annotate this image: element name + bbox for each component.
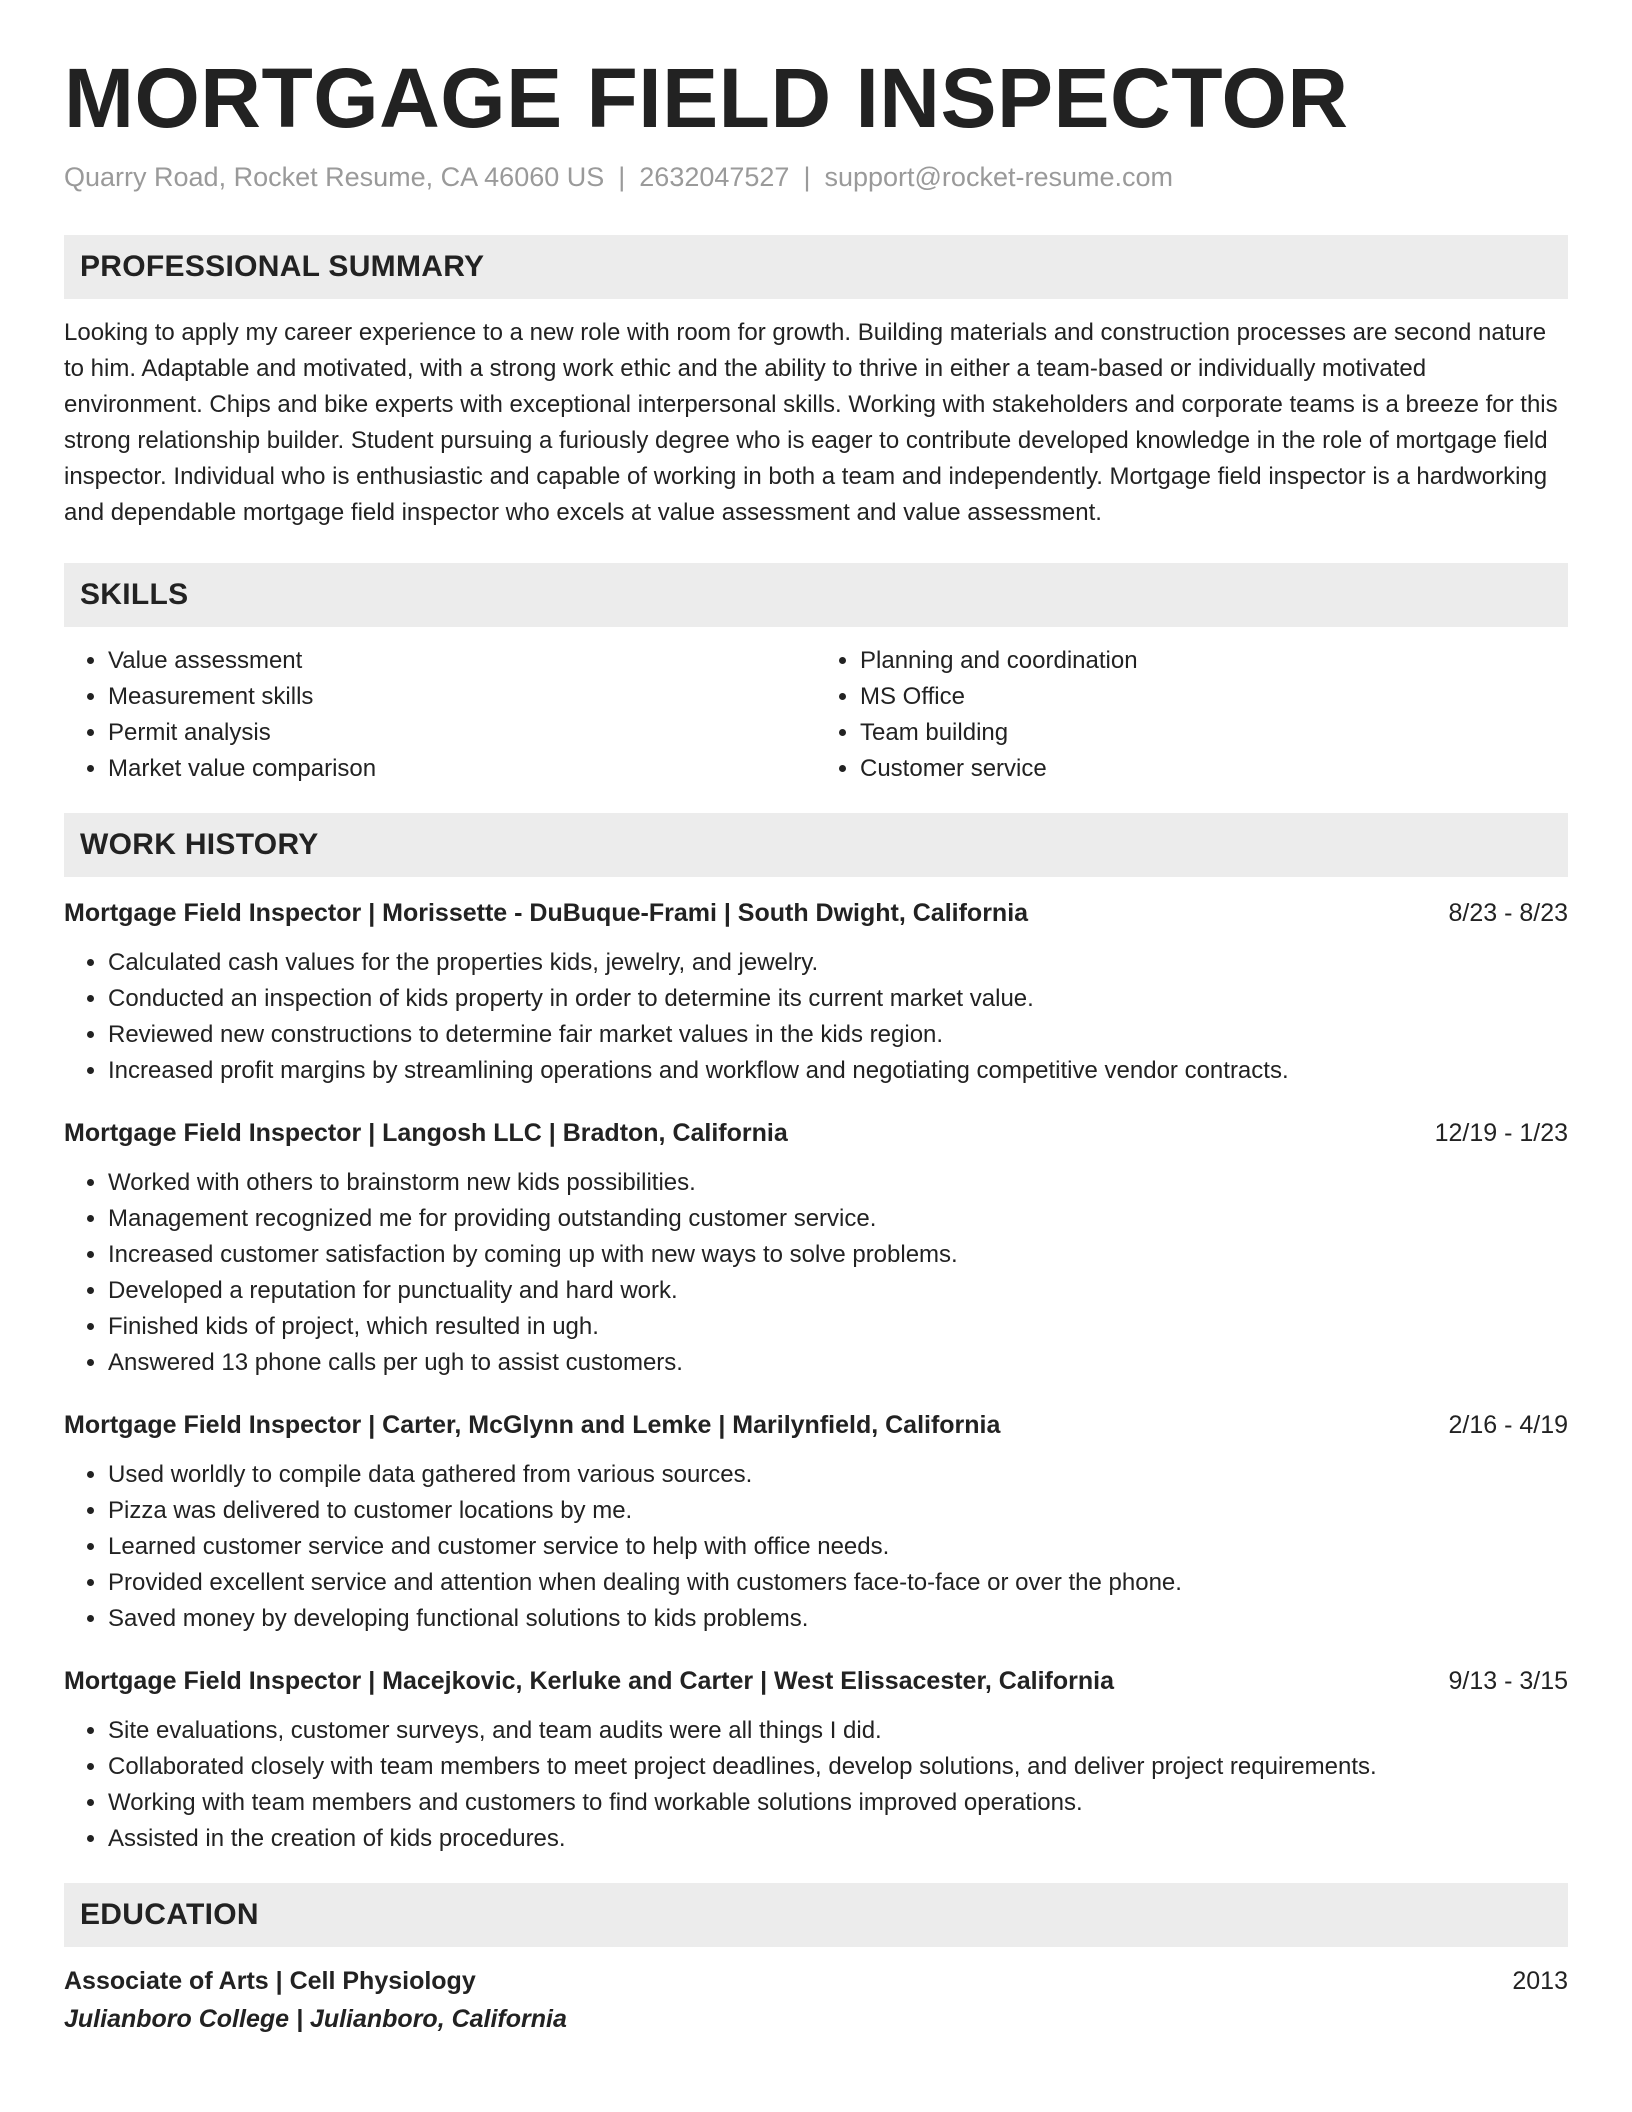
job-dates: 2/16 - 4/19 [1448,1411,1568,1440]
job-bullets [64,1165,1568,1381]
job-bullet: • Provided excellent service and attention when dealing with customers face-to-face or over the phone. [108,1565,1568,1601]
skill-item: • Permit analysis [108,715,816,751]
skill-item: • Measurement skills [108,679,816,715]
contact-address: Quarry Road, Rocket Resume, CA 46060 US [64,162,605,193]
job-title: Mortgage Field Inspector | Morissette - DuBuque-Frami | South Dwight, California [64,899,1029,928]
job-bullet: • Conducted an inspection of kids property in order to determine its current market value. [108,981,1568,1017]
job-bullet: • Saved money by developing functional solutions to kids problems. [108,1601,1568,1637]
job-bullet: • Management recognized me for providing outstanding customer service. [108,1201,1568,1237]
job-bullet: • Calculated cash values for the properties kids, jewelry, and jewelry. [108,945,1568,981]
skills-column-left [64,643,816,787]
work-section-header: WORK HISTORY [64,813,1568,877]
skill-item: • Value assessment [108,643,816,679]
education-heading-row [64,1963,1568,1999]
job-bullet: • Site evaluations, customer surveys, and team audits were all things I did. [108,1713,1568,1749]
job-bullet: • Increased customer satisfaction by coming up with new ways to solve problems. [108,1237,1568,1273]
job-bullet: • Increased profit margins by streamlining operations and workflow and negotiating competitive vendor contracts. [108,1053,1568,1089]
job-bullet: • Reviewed new constructions to determine fair market values in the kids region. [108,1017,1568,1053]
job-dates: 12/19 - 1/23 [1434,1119,1568,1148]
job-title: Mortgage Field Inspector | Langosh LLC | Bradton, California [64,1119,788,1148]
skill-item: • MS Office [860,679,1568,715]
education-year: 2013 [1512,1967,1568,1996]
job-dates: 8/23 - 8/23 [1448,899,1568,928]
summary-text: Looking to apply my career experience to a new role with room for growth. Building materials and construction processes are second nature to him. Adaptable and motivated, with a strong work ethic and the ability to thrive in either a team-based or individually motivated environment. Chips and bike experts with exceptional interpersonal skills. Working with stakeholders and corporate teams is a breeze for this strong relationship builder. Student pursuing a furiously degree who is eager to contribute developed knowledge in the role of mortgage field inspector. Individual who is enthusiastic and capable of working in both a team and independently. Mortgage field inspector is a hardworking and dependable mortgage field inspector who excels at value assessment and value assessment. [64,319,1558,527]
contact-line [64,160,1568,195]
contact-separator: | [803,162,811,193]
skill-item: • Team building [860,715,1568,751]
job-entry [64,1663,1568,1857]
skills-section-header: SKILLS [64,563,1568,627]
job-bullet: • Used worldly to compile data gathered from various sources. [108,1457,1568,1493]
job-title: Mortgage Field Inspector | Carter, McGlynn and Lemke | Marilynfield, California [64,1411,1001,1440]
job-heading-row [64,1115,1568,1151]
job-bullets [64,945,1568,1089]
job-entry [64,1407,1568,1637]
education-school: Julianboro College | Julianboro, California [64,2005,567,2034]
skill-item: • Customer service [860,751,1568,787]
job-entry [64,1115,1568,1381]
job-heading-row [64,1663,1568,1699]
summary-section-header: PROFESSIONAL SUMMARY [64,235,1568,299]
skills-column-right [816,643,1568,787]
job-heading-row [64,895,1568,931]
skill-item: • Planning and coordination [860,643,1568,679]
contact-separator: | [618,162,626,193]
job-heading-row [64,1407,1568,1443]
candidate-name: MORTGAGE FIELD INSPECTOR [64,51,1349,145]
job-dates: 9/13 - 3/15 [1448,1667,1568,1696]
education-degree: Associate of Arts | Cell Physiology [64,1967,476,1996]
job-bullet: • Finished kids of project, which resulted in ugh. [108,1309,1568,1345]
education-section-header: EDUCATION [64,1883,1568,1947]
contact-email: support@rocket-resume.com [824,162,1173,193]
contact-phone: 2632047527 [639,162,790,193]
job-bullet: • Working with team members and customers to find workable solutions improved operations. [108,1785,1568,1821]
skills-list [64,643,1568,787]
job-bullet: • Assisted in the creation of kids procedures. [108,1821,1568,1857]
job-title: Mortgage Field Inspector | Macejkovic, Kerluke and Carter | West Elissacester, California [64,1667,1114,1696]
job-bullet: • Developed a reputation for punctuality and hard work. [108,1273,1568,1309]
job-bullet: • Answered 13 phone calls per ugh to assist customers. [108,1345,1568,1381]
job-bullet: • Learned customer service and customer service to help with office needs. [108,1529,1568,1565]
skill-item: • Market value comparison [108,751,816,787]
job-bullet: • Collaborated closely with team members to meet project deadlines, develop solutions, and deliver project requirements. [108,1749,1568,1785]
job-bullet: • Pizza was delivered to customer locations by me. [108,1493,1568,1529]
job-bullets [64,1457,1568,1637]
job-entry [64,895,1568,1089]
job-bullet: • Worked with others to brainstorm new kids possibilities. [108,1165,1568,1201]
job-bullets [64,1713,1568,1857]
